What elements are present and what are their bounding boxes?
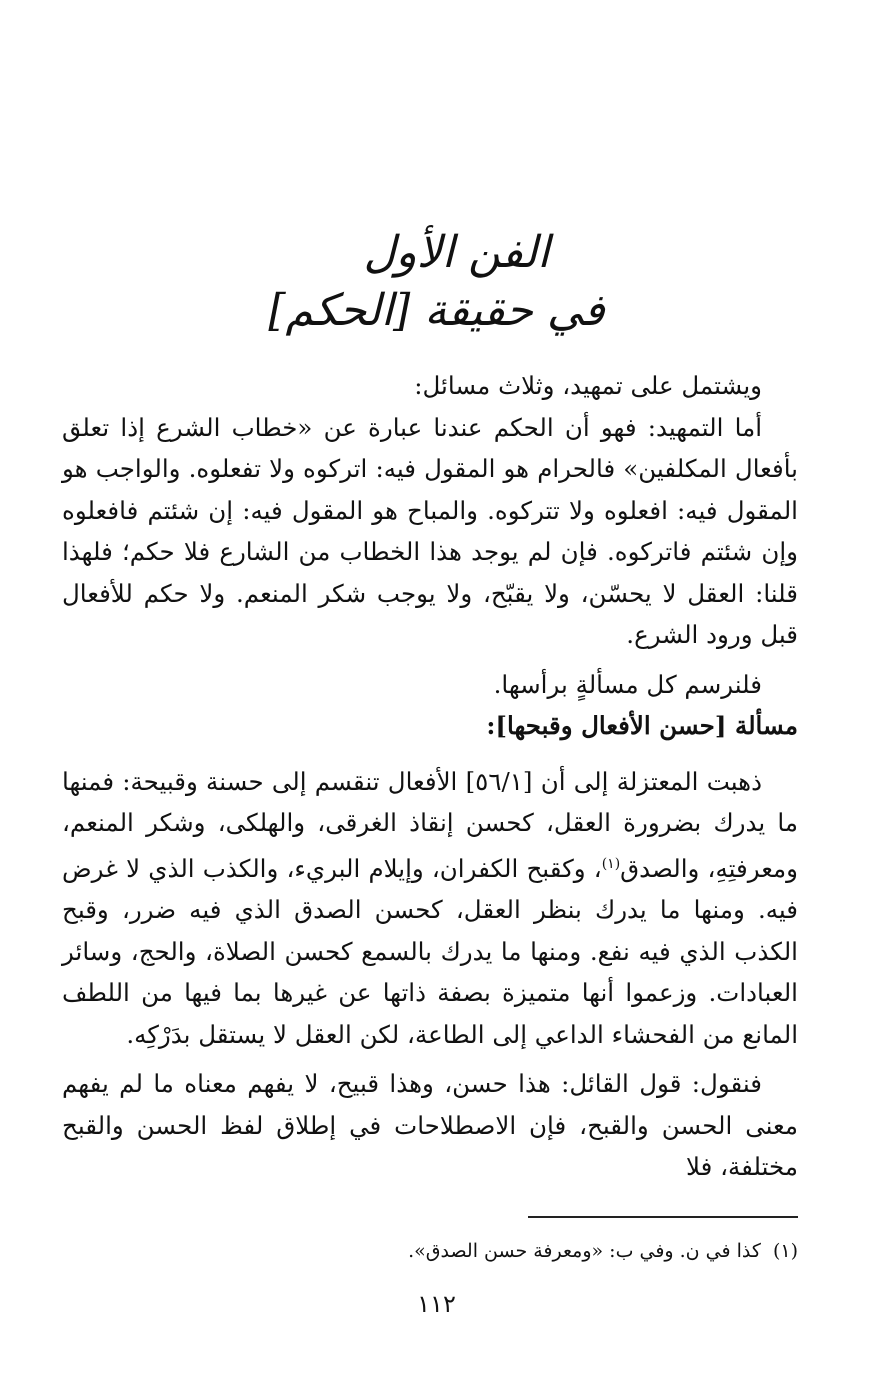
fanaqool-paragraph: فنقول: قول القائل: هذا حسن، وهذا قبيح، لا يفهم معناه ما لم يفهم معنى الحسن والقبح، فإن الاصطلاحات في إطلاق لفظ الحسن والقبح مختلفة، فلا xyxy=(62,1069,798,1182)
footnote-number: (١) xyxy=(772,1240,798,1262)
tamheed-paragraph: أما التمهيد: فهو أن الحكم عندنا عبارة عن «خطاب الشرع إذا تعلق بأفعال المكلفين» فالحرام هو المقول فيه: اتركوه ولا تفعلوه. والواجب هو المقول فيه: افعلوه ولا تتركوه. والمباح هو المقول فيه: إن شئتم فافعلوه وإن شئتم فاتركوه. فإن لم يوجد هذا الخطاب من الشارع فلا حكم؛ فلهذا قلنا: العقل لا يحسّن، ولا يقبّح، ولا يوجب شكر المنعم. ولا حكم للأفعال قبل ورود الشرع. xyxy=(62,412,798,649)
footnote-text: كذا في ن. وفي ب: «ومعرفة حسن الصدق». xyxy=(408,1240,761,1262)
main-text xyxy=(62,365,798,1188)
page-number: ١١٢ xyxy=(417,1290,456,1318)
mutazila-text-a: ذهبت المعتزلة إلى أن [٥٦/١] الأفعال تنقسم إلى حسنة وقبيحة: فمنها ما يدرك بضرورة العقل، كحسن إنقاذ الغرقى، والهلكى، وشكر المنعم، ومعرفتِهِ، والصدق xyxy=(62,766,798,883)
intro-paragraph: ويشتمل على تمهيد، وثلاث مسائل: xyxy=(414,371,762,400)
footnote-marker: (١) xyxy=(601,855,621,872)
footnote xyxy=(62,1236,798,1266)
masala-heading: مسألة [حسن الأفعال وقبحها]: xyxy=(486,711,798,740)
chapter-heading xyxy=(0,225,873,341)
nursim-paragraph: فلنرسم كل مسألةٍ برأسها. xyxy=(493,669,762,699)
mutazila-text-b: ، وكقبح الكفران، وإيلام البريء، والكذب الذي لا غرض فيه. ومنها ما يدرك بنظر العقل، كحسن الصدق الذي فيه ضرر، وقبح الكذب الذي فيه نفع. ومنها ما يدرك بالسمع كحسن الصلاة، والحج، وسائر العبادات. وزعموا أنها متميزة بصفة ذاتها عن غيرها بما فيها من اللطف المانع من الفحشاء الداعي إلى الطاعة، لكن العقل لا يستقل بدَرْكِه. xyxy=(62,853,798,1049)
footnote-divider xyxy=(528,1216,798,1218)
chapter-title: الفن الأول xyxy=(363,227,550,278)
mutazila-paragraph xyxy=(62,761,798,1056)
chapter-subtitle: في حقيقة [الحكم] xyxy=(268,285,605,336)
